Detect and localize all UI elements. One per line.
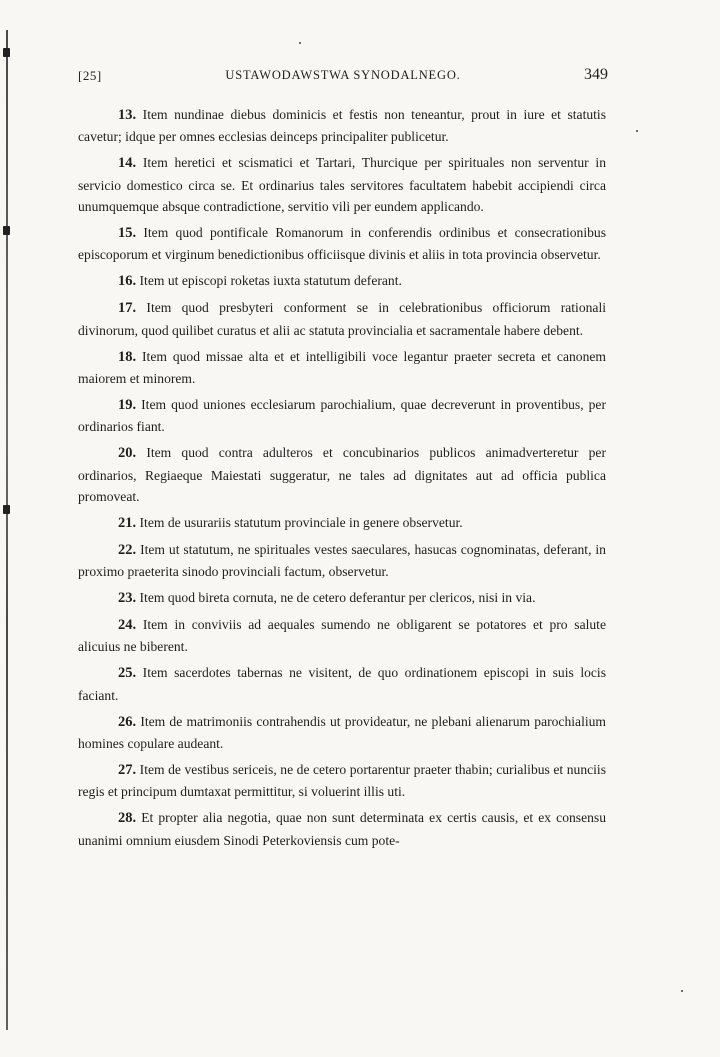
paragraph-20: [78, 442, 606, 507]
scan-speck: [636, 130, 638, 132]
paragraph-17: [78, 297, 606, 341]
paragraph-text: Item sacerdotes tabernas ne visitent, de quo ordinationem episcopi in suis locis faciant.: [78, 665, 607, 703]
paragraph-text: Item quod contra adulteros et concubinarios publicos animadverteretur per ordinarios, Regiaeque Maiestati suggeratur, ne tales ad dignitates aut ad officia publica promoveat.: [78, 445, 606, 504]
page-number: 349: [584, 66, 608, 83]
paragraph-28: [78, 807, 606, 851]
paragraph-15: [78, 222, 606, 266]
paragraph-16: [78, 270, 606, 292]
paragraph-number: 25.: [118, 665, 137, 682]
paragraph-25: [78, 662, 606, 706]
scan-binding-edge: [6, 30, 8, 1030]
paragraph-19: [78, 394, 606, 438]
page-header: [78, 66, 608, 88]
paragraph-number: 26.: [118, 713, 137, 730]
paragraph-text: Item ut statutum, ne spirituales vestes saeculares, hasucas cognominatas, deferant, in proximo praeterita sinodo provinciali factum, observetur.: [78, 541, 606, 580]
paragraph-text: Item de matrimoniis contrahendis ut provideatur, ne plebani alienarum parochialium homines copulare audeant.: [78, 713, 606, 752]
paragraph-27: [78, 759, 606, 803]
paragraph-text: Item ut episcopi roketas iuxta statutum deferant.: [139, 273, 402, 289]
paragraph-number: 24.: [118, 617, 137, 634]
paragraph-22: [78, 539, 606, 583]
section-mark: [25]: [78, 68, 102, 83]
paragraph-text: Item quod missae alta et et intelligibili voce legantur praeter secreta et canonem maiorem et minorem.: [78, 348, 606, 386]
paragraph-18: [78, 346, 606, 390]
paragraph-text: Item in conviviis ad aequales sumendo ne obligarent se potatores et pro salute alicuius ne biberent.: [78, 617, 606, 655]
paragraph-14: [78, 152, 606, 217]
paragraph-number: 22.: [118, 541, 137, 558]
scan-edge-mark: [3, 48, 10, 57]
paragraph-text: Item quod presbyteri conforment se in celebrationibus officiorum rationali divinorum, quod quilibet curatus et alii ac statuta provincialia et sacramentale habere debent.: [78, 300, 606, 338]
paragraph-text: Et propter alia negotia, quae non sunt determinata ex certis causis, et ex consensu unanimi omnium eiusdem Sinodi Peterkoviensis cum pote-: [78, 810, 606, 848]
paragraph-13: [78, 104, 606, 148]
paragraph-number: 21.: [118, 514, 137, 531]
body-text: [78, 104, 606, 856]
paragraph-number: 27.: [118, 761, 137, 778]
paragraph-24: [78, 614, 606, 658]
paragraph-text: Item de vestibus sericeis, ne de cetero portarentur praeter thabin; curialibus et nunciis regis et principum dumtaxat permittitur, si voluerint illis uti.: [78, 761, 606, 800]
paragraph-number: 23.: [118, 590, 137, 607]
running-title: USTAWODAWSTWA SYNODALNEGO.: [225, 68, 461, 82]
paragraph-number: 19.: [118, 396, 137, 413]
paragraph-21: [78, 512, 606, 534]
paragraph-number: 20.: [118, 445, 137, 462]
paragraph-text: Item quod bireta cornuta, ne de cetero deferantur per clericos, nisi in via.: [139, 590, 536, 606]
paragraph-number: 18.: [118, 348, 137, 365]
paragraph-26: [78, 711, 606, 755]
paragraph-text: Item de usurariis statutum provinciale in genere observetur.: [139, 514, 463, 530]
paragraph-number: 17.: [118, 300, 137, 317]
scan-speck: [681, 990, 683, 992]
paragraph-text: Item quod pontificale Romanorum in conferendis ordinibus et consecrationibus episcoporum et virginum benedictionibus officiisque divinis et aliis in tota provincia observetur.: [78, 225, 606, 263]
paragraph-text: Item heretici et scismatici et Tartari, Thurcique per spirituales non serventur in servicio domestico circa se. Et ordinarius tales servitores facultatem habebit accipiendi circa unumquemque absque contradictione, servitio vili per eundem applicando.: [78, 155, 606, 215]
paragraph-text: Item quod uniones ecclesiarum parochialium, quae decreverunt in proventibus, per ordinarios fiant.: [78, 396, 606, 435]
paragraph-text: Item nundinae diebus dominicis et festis non teneantur, prout in iure et statutis cavetur; idque per omnes ecclesias deinceps principaliter publicetur.: [78, 107, 606, 145]
paragraph-number: 16.: [118, 273, 137, 290]
scan-edge-mark: [3, 505, 10, 514]
scan-edge-mark: [3, 226, 10, 235]
paragraph-number: 14.: [118, 155, 137, 172]
paragraph-23: [78, 587, 606, 609]
paragraph-number: 13.: [118, 107, 137, 123]
paragraph-number: 28.: [118, 810, 137, 827]
scan-speck: [299, 42, 301, 44]
paragraph-number: 15.: [118, 225, 137, 242]
